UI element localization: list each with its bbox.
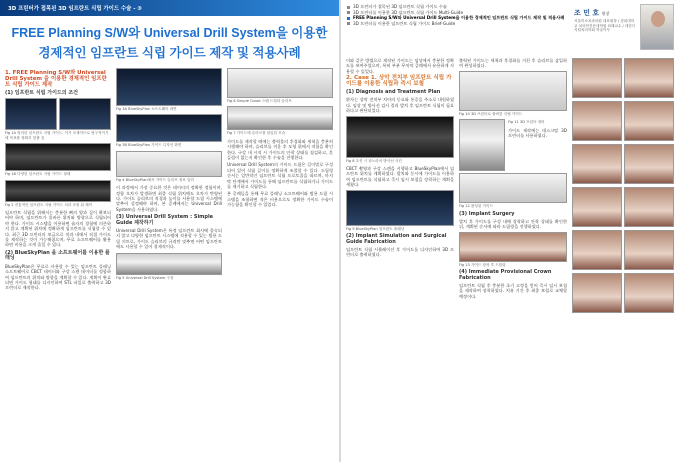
figure-image [346, 190, 454, 226]
figure-image [116, 68, 222, 106]
body-paragraph: 가이드 제작에는 데스크탑 3D 프린터를 사용하였다. [508, 127, 567, 139]
body-paragraph: Universal Drill System의 가이드 드릴은 길이별로 구성되어 있어 식립 깊이를 정확하게 조절할 수 있다. 드릴링 순서는 일반적인 임프란트 식립 프로토콜을 따르며, 마지막 단계에서 가이드를 통해 임프란트를 식립하거나 가이드를 제거하고 식립한다. [227, 162, 333, 190]
body-paragraph: 이와 같은 방법으로 제작된 가이드는 임상에서 충분한 정확도를 보여주었으며, 특히 부분 무치악 증례에서 유용하게 사용할 수 있었다. [346, 58, 454, 74]
case-heading: 2. Case 1. 상악 전치부 임프란트 식립 가이드를 이용한 식립과 즉시 보철 [346, 75, 452, 87]
body-paragraph: CBCT 촬영과 구강 스캔을 시행하고 BlueSkyPlan에서 임프란트 위치를 계획하였다. 발치와 동시에 가이드를 이용하여 임프란트를 식립하고 즉시 임시 보철을 장착하는 계획을 세웠다. [346, 166, 454, 188]
left-column-1 [5, 68, 111, 460]
figure-image [5, 98, 57, 130]
figure-caption: Fig 1B 다양한 임프란트 식립 가이드 형태 [5, 172, 71, 177]
figure-image [459, 232, 567, 262]
figure-image [572, 101, 622, 141]
figure-image [624, 58, 674, 98]
figure-image [59, 98, 111, 130]
figure-image [116, 253, 222, 275]
subsection-heading: (4) Immediate Provisional Crown Fabrication [459, 269, 552, 281]
toc-item: 3D 프린터가 접목된 3D 임프란트 식립 가이드 수술 [347, 4, 577, 10]
section-heading-1: 1. FREE Planning S/W와 Universal Drill System 을 이용한 경제적인 임프란트 식립 가이드 제작 [5, 70, 107, 88]
subsection-heading: (2) BlueSkyPlan 을 소프트웨어를 이용한 플래닝 [5, 249, 110, 262]
figure-image [572, 144, 622, 184]
figure-caption: Fig 6 Simple Guide 스텝 드릴과 슬리브 [227, 99, 292, 103]
left-page [0, 0, 339, 462]
body-paragraph: Universal Drill System은 특정 임프란트 회사에 종속되지 않고 다양한 임프란트 시스템에 적용할 수 있는 범용 드릴 키트로, 가이드 슬리브의 규격만 맞추면 어떤 임프란트에도 사용할 수 있어 경제적이다. [116, 228, 222, 250]
subsection-heading: (3) Implant Surgery [459, 210, 515, 217]
figure-caption: Fig 12 완성된 가이드 [459, 204, 493, 209]
figure-image [572, 187, 622, 227]
figure-image [459, 119, 505, 171]
figure-image [116, 114, 222, 142]
subsection-heading: (1) Diagnosis and Treatment Plan [346, 89, 441, 96]
series-header-bar [0, 0, 339, 16]
body-paragraph: 본 증례들을 통해 무료 플래닝 소프트웨어와 범용 드릴 시스템을 조합하면 적은 비용으로도 정확한 가이드 수술이 가능함을 확인할 수 있었다. [227, 191, 333, 208]
author-photo [640, 4, 674, 50]
body-paragraph: BlueSkyPlan은 무료로 사용할 수 있는 임프란트 플래닝 소프트웨어로 CBCT 데이터와 구강 스캔 데이터를 정합하여 임프란트의 위치와 방향을 계획할 수 있다. 계획이 완료되면 가이드 형태를 디자인하여 STL 파일로 출력하고 3D 프린터로 제작한다. [5, 263, 111, 291]
toc-item-current: FREE Planning S/W와 Universal Drill System을 이용한 경제적인 임프란트 식립 가이드 제작 및 적용사례 [347, 15, 577, 21]
figure-image [346, 116, 454, 158]
series-toc [347, 4, 577, 26]
figure-image [572, 58, 622, 98]
figure-image [624, 273, 674, 313]
figure-image [624, 230, 674, 270]
article-title-block [0, 16, 339, 66]
figure-image [624, 187, 674, 227]
figure-image [459, 71, 567, 111]
body-paragraph: 발치 후 가이드를 구강 내에 장착하고 안착 상태를 확인한 뒤, 계획된 순서에 따라 드릴링을 진행하였다. [459, 219, 567, 230]
body-paragraph: 가이드를 제작할 때에는 출력물의 후경화와 세척을 충분히 시행해야 하며, 슬리브를 끼운 후 모형 위에서 적합을 확인한다. 구강 내 시적 시 가이드의 안착 상태를 점검하고, 흔들림이 없는지 확인한 후 수술을 진행한다. [227, 138, 333, 161]
article-title-line2: 경제적인 임프란트 식립 가이드 제작 및 적용사례 [38, 46, 301, 60]
author-name: 조 민 호 원장 [574, 9, 610, 17]
figure-image [116, 151, 222, 177]
body-paragraph: 출력된 가이드는 세척과 후경화를 거친 후 슬리브를 삽입하여 완성하였다. [459, 58, 567, 69]
figure-image [624, 144, 674, 184]
figure-caption: Fig 2 전통적인 임프란트 식립 가이드 치과 모형 위 제작 [5, 202, 93, 207]
subsection-heading: (1) 임프란트 식립 가이드의 조건 [5, 90, 78, 96]
left-column-2 [116, 68, 222, 460]
subsection-heading: (3) Universal Drill System : Simple Guide 제작하기 [116, 214, 214, 226]
figure-image [5, 180, 111, 202]
body-paragraph: 이 과정에서 가장 중요한 것은 데이터의 정확한 정합이며, 정합 오차가 발생하면 최종 식립 위치에도 오차가 반영된다. 가이드 슬리브의 직경과 높이를 사용할 드릴 시스템에 맞추어 설정해야 하며, 본 증례에서는 Universal Drill System을 사용하였다. [116, 185, 222, 212]
toc-item: 3D 프린터를 이용한 임프란트 식립 가이드 Brief-Guide [347, 21, 577, 27]
figure-caption: Fig 8 초진 시 파노라마 방사선 사진 [346, 158, 402, 163]
body-paragraph: 임프란트 식립을 위해서는 충분한 뼈의 양과 질이 확보되어야 하며, 임프란트가 올바른 위치와 방향으로 식립되어야 한다. 가이드 시스템을 이용하면 술자의 경험에 의존하지 않고 계획된 위치에 정확하게 임프란트를 식립할 수 있다. 최근 3D 프린터의 보급으로 치과 내에서 직접 가이드를 제작하는 것이 가능해졌으며, 무료 소프트웨어를 활용하면 비용을 크게 줄일 수 있다. [5, 210, 111, 248]
left-column-3 [227, 68, 333, 460]
article-title-line1: FREE Planning S/W와 Universal Drill System을 이용한 [11, 26, 328, 40]
figure-caption: Fig 4 BlueSkyPlan에서 가이드 슬리브 정보 입력 [116, 177, 194, 182]
figure-image [227, 68, 333, 98]
subsection-heading: (2) Implant Simulation and Surgical Guide Fabrication [346, 233, 447, 245]
body-paragraph: 임프란트 식립 시뮬레이션 후 가이드를 디자인하여 3D 프린터로 출력하였다. [346, 246, 454, 258]
figure-caption: Fig 3A BlueSkyPlan 소프트웨어 화면 [116, 107, 177, 111]
figure-image [572, 230, 622, 270]
author-affiliation: 서울미소치과의원 대표원장 / 경희대학교 치의학전문대학원 외래교수 / 대한디지털치의학회 학술이사 [574, 19, 636, 33]
figure-caption: Fig 11 3D 프린터 장비 [508, 120, 545, 125]
right-column-1 [346, 58, 454, 460]
right-page-header [341, 0, 680, 60]
toc-item: 3D 프린터를 이용한 3D 임프란트 식립 가이드 Multi-Guide [347, 10, 577, 16]
right-page [341, 0, 680, 462]
figure-caption: Fig 5 Universal Drill System 구성 [116, 275, 174, 280]
figure-image [572, 273, 622, 313]
figure-caption: Fig 7 가이드에 슬리브를 삽입한 모습 [227, 131, 286, 136]
body-paragraph: 환자는 상악 전치부 치아의 동요와 통증을 주소로 내원하였다. 임상 및 방사선 검사 결과 발치 후 임프란트 식립이 필요하다고 판단되었다. [346, 97, 454, 114]
figure-image [459, 173, 567, 203]
figure-image [5, 143, 111, 171]
figure-caption: Fig 13 가이드 장착 후 드릴링 [459, 262, 506, 267]
author-box [574, 4, 674, 54]
figure-image [624, 101, 674, 141]
series-tag: 3D 프린터가 접목된 3D 임프란트 식립 가이드 수술 - ③ [8, 6, 142, 12]
figure-caption: Fig 3B BlueSkyPlan 가이드 디자인 화면 [116, 143, 182, 148]
right-column-3 [572, 58, 674, 460]
figure-image [227, 106, 333, 130]
figure-caption: Fig 9 BlueSkyPlan 임프란트 플래닝 [346, 226, 405, 231]
body-paragraph: 임프란트 식립 후 충분한 초기 고정을 얻어 즉시 임시 보철을 제작하여 장착하였다. 치유 기간 후 최종 보철로 교체할 예정이다. [459, 283, 567, 299]
figure-caption: Fig 1A 영리한 임프란트 식립 가이드. 이가 모재이므로 영구적이기에 목표를 정확히 맞출 것 [5, 131, 109, 140]
figure-caption: Fig 10 3D 프린터로 출력한 식립 가이드 [459, 111, 523, 116]
right-column-2 [459, 58, 567, 460]
